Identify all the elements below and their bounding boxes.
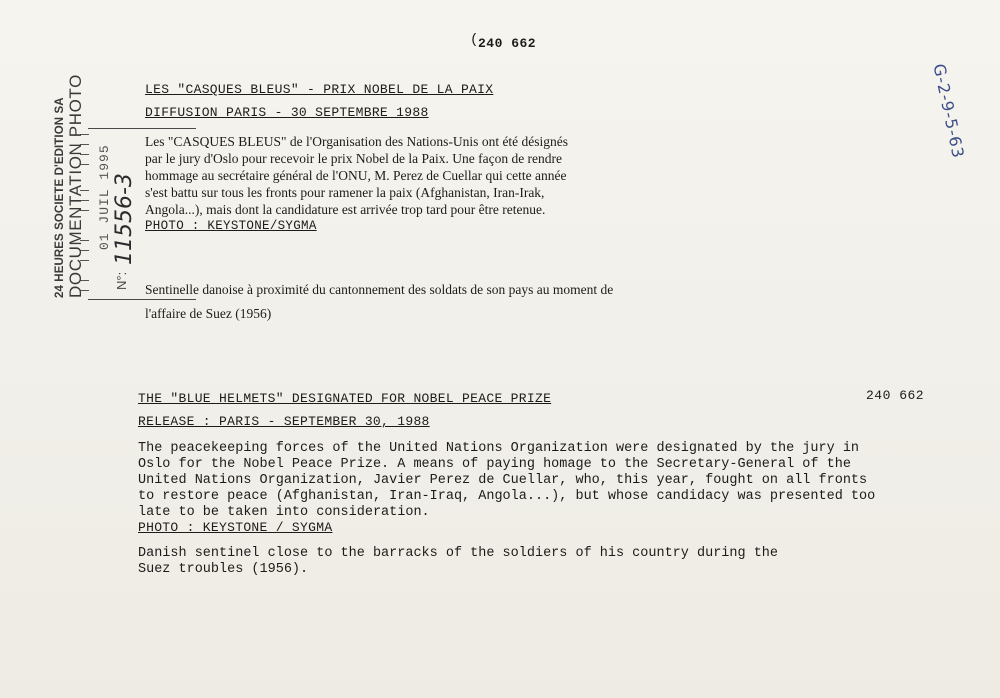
french-body-line: par le jury d'Oslo pour recevoir le prix Nobel de la Paix. Une façon de rendre [145,151,563,166]
english-body [138,441,928,521]
french-body-line: hommage au secrétaire général de l'ONU, M. Perez de Cuellar qui cette année [145,168,567,183]
english-photo-credit: PHOTO : KEYSTONE / SYGMA [138,520,333,535]
english-caption-line: Suez troubles (1956). [138,562,309,577]
english-caption-line: Danish sentinel close to the barracks of the soldiers of his country during the [138,546,779,561]
english-body-line: The peacekeeping forces of the United Nations Organization were designated by the jury in [138,441,860,456]
french-title: LES "CASQUES BLEUS" - PRIX NOBEL DE LA PAIX [145,82,494,97]
english-body-line: to restore peace (Afghanistan, Iran-Iraq, Angola...), but whose candidacy was presented too [138,489,876,504]
english-body-line: United Nations Organization, Javier Perez de Cuellar, who, this year, fought on all fronts [138,473,868,488]
french-release-line: DIFFUSION PARIS - 30 SEPTEMBRE 1988 [145,105,429,120]
french-caption-line: Sentinelle danoise à proximité du cantonnement des soldats de son pays au moment de [145,282,614,297]
french-body-line: Angola...), mais dont la candidature est arrivée trop tard pour être retenue. [145,202,546,217]
stamp-number-value: 11556-3 [112,173,137,265]
english-reference-number: 240 662 [866,388,925,403]
stamp-number-label: N°: [114,271,129,290]
top-reference-number [470,32,537,51]
french-caption [145,278,765,326]
french-body-line: Les "CASQUES BLEUS" de l'Organisation des Nations-Unis ont été désignés [145,134,569,149]
english-title: THE "BLUE HELMETS" DESIGNATED FOR NOBEL PEACE PRIZE [138,391,552,406]
french-body-line: s'est battu sur tous les fronts pour ramener la paix (Afghanistan, Iran-Irak, [145,185,545,200]
french-photo-credit: PHOTO : KEYSTONE/SYGMA [145,219,317,233]
top-reference-text: 240 662 [478,36,537,51]
stamp-department: DOCUMENTATION PHOTO [66,74,85,298]
english-release-line: RELEASE : PARIS - SEPTEMBER 30, 1988 [138,414,430,429]
bracket-mark: ( [470,32,479,48]
french-body [145,133,725,218]
stamp-date: 01 JUIL 1995 [97,144,112,250]
english-body-line: Oslo for the Nobel Peace Prize. A means of paying homage to the Secretary-General of the [138,457,851,472]
stamp-company-name: 24 HEURES SOCIETE D'EDITION SA [54,97,66,298]
english-body-line: late to be taken into consideration. [138,505,430,520]
french-caption-line: l'affaire de Suez (1956) [145,306,272,321]
english-caption [138,546,858,578]
pencil-annotation: G-2-9-5-63 [929,62,969,161]
